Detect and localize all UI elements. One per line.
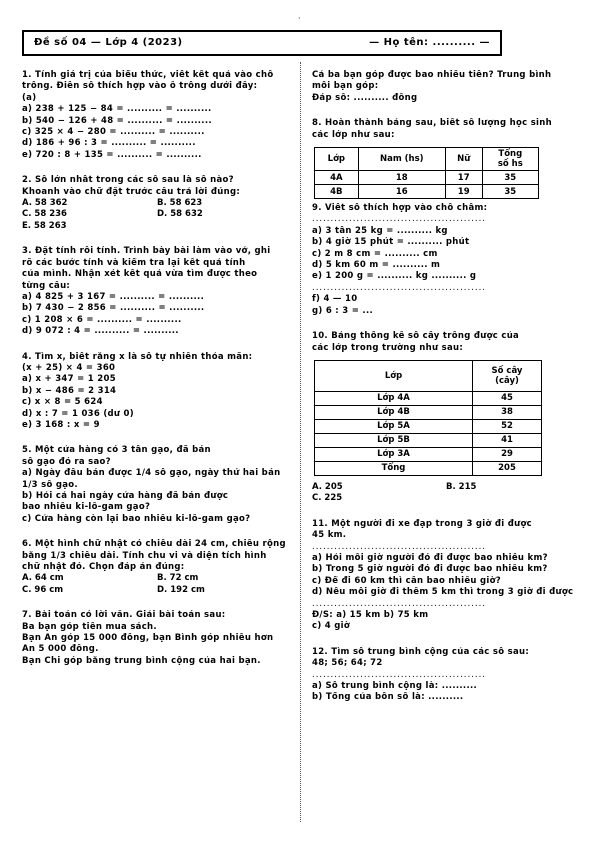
text-line: (x + 25) × 4 = 360 [22,362,116,373]
table-cell: Tổng [315,461,473,475]
table-row [315,405,542,419]
answer-option: C. 58 236 [22,209,67,220]
table-row [315,185,539,199]
text-line: c) Cửa hàng còn lại bao nhiêu ki-lô-gam gạo? [22,513,251,524]
text-line: 8. Hoàn thành bảng sau, biết số lượng học sinh [312,118,552,129]
table-cell: Lớp 4A [315,391,473,405]
answer-option: B. 72 cm [157,573,199,584]
text-line: Bạn Chi góp bằng trung bình cộng của hai bạn. [22,655,261,666]
text-line: d) 186 + 96 : 3 = .......... = .......... [22,138,196,149]
text-line: g) 6 : 3 = ... [312,305,374,316]
table-cell: Lớp 5A [315,419,473,433]
answer-option: B. 215 [446,481,477,492]
text-line: f) 4 — 10 [312,294,358,305]
text-line: ............................................... [312,541,486,552]
answer-option: E. 58 263 [22,220,67,231]
text-line: 1/3 số gạo. [22,479,78,490]
text-line: c) 4 giờ [312,621,350,632]
text-line: (a) [22,92,37,103]
header-title: Đề số 04 — Lớp 4 (2023) [34,37,183,48]
table-row [315,447,542,461]
answer-option: A. 58 362 [22,198,68,209]
text-line: Cả ba bạn góp được bao nhiêu tiền? Trung bình [312,70,552,80]
question-6 [22,539,292,596]
question-1 [22,70,292,161]
table-cell: Lớp 3A [315,447,473,461]
text-line: Đáp số: .......... đồng [312,92,418,103]
text-line: c) 325 × 4 − 280 = .......... = .......... [22,127,205,138]
table-header-cell: Nữ [445,148,482,171]
table-cell: Lớp 4B [315,405,473,419]
table-row [315,419,542,433]
table-row [315,433,542,447]
text-line: Ba bạn góp tiền mua sách. [22,621,157,632]
question-12 [312,647,580,704]
tree-table [314,360,542,476]
text-line: các lớp trong trường như sau: [312,342,464,353]
text-line: 45 km. [312,530,347,541]
answer-option: A. 64 cm [22,573,64,584]
text-line: An 5 000 đồng. [22,644,99,655]
answer-option: C. 225 [312,493,343,504]
text-line: ............................................... [312,214,486,225]
text-line: b) 7 430 − 2 856 = .......... = .......... [22,303,205,314]
question-10 [312,331,580,505]
question-8 [312,70,580,104]
text-line: 2. Số lớn nhất trong các số sau là số nào? [22,175,234,186]
text-line: e) 720 : 8 + 135 = .......... = .......... [22,149,202,160]
question-6-options [22,573,292,596]
text-line: trống. Điền số thích hợp vào ô trống dưới đây: [22,81,258,92]
text-line: 10. Bảng thống kê số cây trồng được của [312,331,520,342]
text-line: b) Trong 5 giờ người đó đi được bao nhiêu km? [312,564,548,575]
table-cell: 19 [445,185,482,199]
header-name-field: — Họ tên: .......... — [369,37,490,48]
text-line: b) x − 486 = 2 314 [22,385,117,396]
text-line: 5. Một cửa hàng có 3 tấn gạo, đã bán [22,445,211,456]
answer-option: A. 205 [312,481,343,492]
answer-option: D. 192 cm [157,584,205,595]
text-line: Đ/S: a) 15 km b) 75 km [312,609,429,620]
right-column [312,70,580,718]
page-mark: · [298,14,301,23]
table-header-cell: Nam (hs) [358,148,445,171]
question-5 [22,445,292,525]
table-cell: 35 [482,171,538,185]
text-line: 11. Một người đi xe đạp trong 3 giờ đi được [312,518,532,529]
question-2-options [22,198,292,232]
table-cell: 17 [445,171,482,185]
left-column [22,70,292,681]
table-cell: Lớp 5B [315,433,473,447]
text-line: b) 540 − 126 + 48 = .......... = .......... [22,115,212,126]
text-line: b) Hỏi cả hai ngày cửa hàng đã bán được [22,491,229,501]
text-line: 12. Tìm số trung bình cộng của các số sau: [312,646,530,657]
table-cell: 4B [315,185,359,199]
text-line: a) Ngày đầu bán được 1/4 số gạo, ngày thứ hai bán [22,468,281,479]
table-cell: 45 [473,391,542,405]
text-line: 48; 56; 64; 72 [312,658,383,669]
text-line: b) 4 giờ 15 phút = .......... phút [312,237,470,248]
table-row [315,391,542,405]
text-line: b) Tổng của bốn số là: .......... [312,692,464,703]
table-cell: 205 [473,461,542,475]
table-header-cell: Tổng số hs [482,148,538,171]
text-line: các lớp như sau: [312,129,395,140]
question-3 [22,246,292,337]
table-cell: 38 [473,405,542,419]
table-cell: 18 [358,171,445,185]
text-line: d) 9 072 : 4 = .......... = .......... [22,326,179,337]
text-line: 1. Tính giá trị của biểu thức, viết kết quả vào chỗ [22,70,274,80]
text-line: số gạo đó ra sao? [22,456,111,467]
page-header [22,30,502,56]
column-divider [300,62,301,822]
table-cell: 52 [473,419,542,433]
text-line: Khoanh vào chữ đặt trước câu trả lời đúng: [22,186,241,197]
text-line: a) 238 + 125 − 84 = .......... = .......... [22,104,212,115]
text-line: c) x × 8 = 5 624 [22,397,103,408]
text-line: rõ các bước tính và kiểm tra lại kết quả tính [22,257,246,268]
text-line: 9. Viết số thích hợp vào chỗ chấm: [312,203,488,214]
text-line: ............................................... [312,598,486,609]
question-11 [312,519,580,633]
text-line: 7. Bài toán có lời văn. Giải bài toán sau: [22,610,226,621]
text-line: d) x : 7 = 1 036 (dư 0) [22,408,134,419]
text-line: c) Để đi 60 km thì cần bao nhiêu giờ? [312,575,501,586]
text-line: a) Số trung bình cộng là: .......... [312,681,478,691]
text-line: bao nhiêu ki-lô-gam gạo? [22,502,151,513]
table-row [315,171,539,185]
table-header-cell: Lớp [315,148,359,171]
text-line: mỗi bạn góp: [312,81,379,92]
question-10-options [312,482,580,505]
text-line: c) 2 m 8 cm = .......... cm [312,248,438,259]
question-7 [22,610,292,667]
text-line: d) 5 km 60 m = .......... m [312,260,441,271]
table-cell: 35 [482,185,538,199]
question-9 [312,118,580,317]
table-row [315,461,542,475]
table-cell: 4A [315,171,359,185]
text-line: chữ nhật đó. Chọn đáp án đúng: [22,562,185,573]
text-line: 6. Một hình chữ nhật có chiều dài 24 cm, chiều rộng [22,539,286,550]
text-line: c) 1 208 × 6 = .......... = .......... [22,314,182,325]
answer-option: B. 58 623 [157,198,203,209]
table-header-cell: Lớp [315,360,473,391]
text-line: ............................................... [312,669,486,680]
text-line: a) Hỏi mỗi giờ người đó đi được bao nhiêu km? [312,552,548,563]
question-4 [22,352,292,432]
text-line: của mình. Nhận xét kết quả vừa tìm được theo [22,269,258,280]
table-header-cell: Số cây (cây) [473,360,542,391]
text-line: bằng 1/3 chiều dài. Tính chu vi và diện tích hình [22,550,267,561]
text-line: a) 3 tấn 25 kg = .......... kg [312,225,448,236]
text-line: 3. Đặt tính rồi tính. Trình bày bài làm vào vở, ghi [22,246,271,257]
table-cell: 29 [473,447,542,461]
table-cell: 41 [473,433,542,447]
text-line: 4. Tìm x, biết rằng x là số tự nhiên thỏa mãn: [22,351,253,362]
text-line: e) 1 200 g = .......... kg .......... g [312,271,477,282]
text-line: d) Nếu mỗi giờ đi thêm 5 km thì trong 3 giờ đi được [312,587,574,598]
answer-option: D. 58 632 [157,209,203,220]
text-line: e) 3 168 : x = 9 [22,419,100,430]
text-line: ............................................... [312,282,486,293]
text-line: a) x + 347 = 1 205 [22,374,116,385]
table-cell: 16 [358,185,445,199]
text-line: từng câu: [22,280,71,291]
class-table [314,147,539,199]
question-2 [22,175,292,232]
text-line: Bạn An góp 15 000 đồng, bạn Bình góp nhiều hơn [22,633,274,644]
answer-option: C. 96 cm [22,584,64,595]
text-line: a) 4 825 + 3 167 = .......... = .......... [22,291,205,302]
